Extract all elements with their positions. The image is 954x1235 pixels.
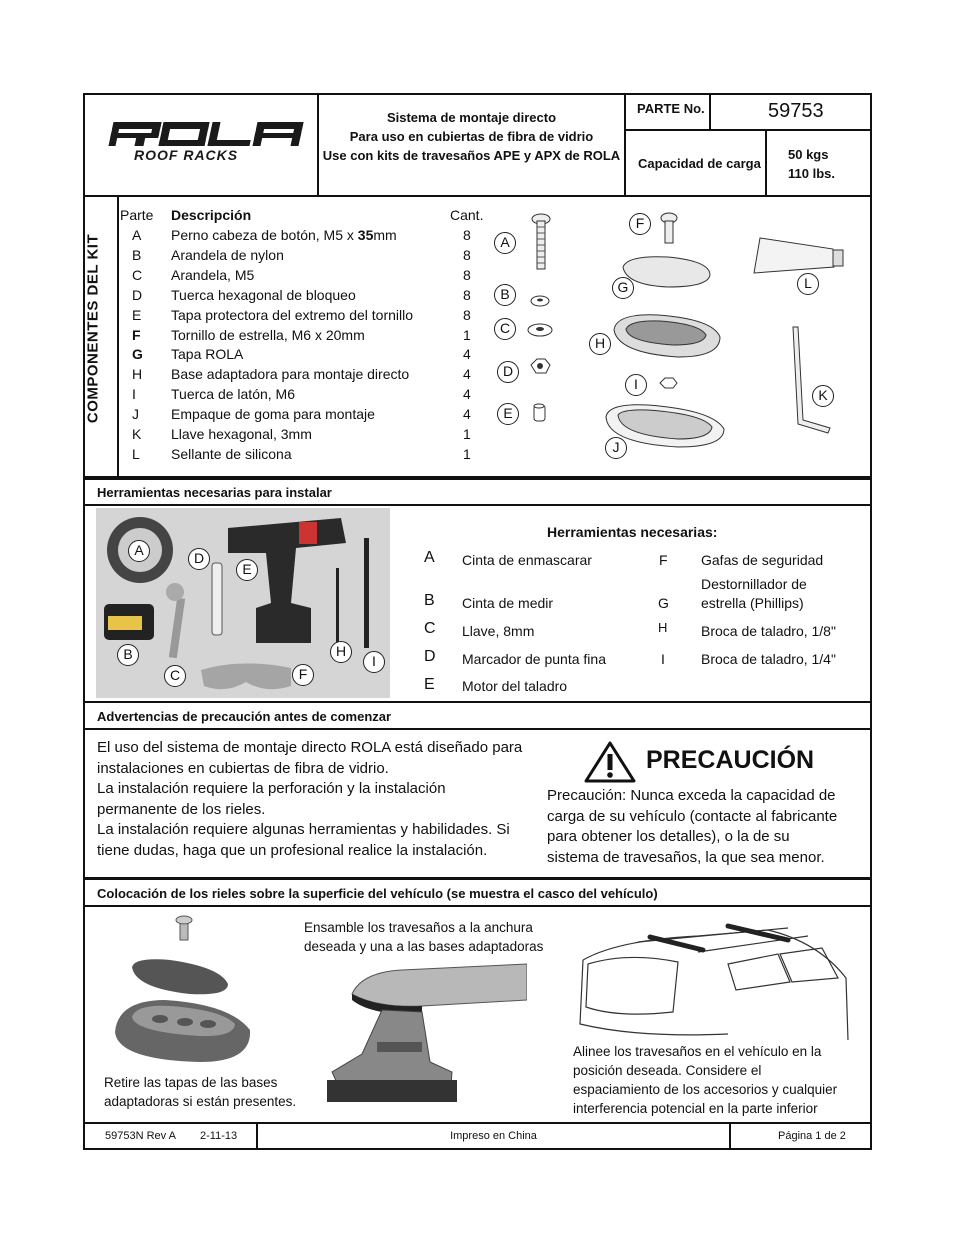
kit-header-qty: Cant. [450, 207, 484, 223]
kit-item-qty: 8 [463, 246, 471, 263]
tool-label-g-line1: Destornillador de [701, 576, 807, 592]
diagram-label-g: G [612, 277, 634, 299]
tool-label-b: Cinta de medir [462, 595, 554, 611]
diagram-label-i: I [625, 374, 647, 396]
kit-item-part: C [132, 266, 143, 283]
product-description: Sistema de montaje directo Para uso en cubiertas de fibra de vidrio Use con kits de travesaños APE y APX de ROLA [322, 110, 621, 163]
parts-diagram [488, 205, 868, 470]
warnings-section-title: Advertencias de precaución antes de comenzar [97, 709, 392, 724]
caution-title: PRECAUCIÓN [646, 746, 815, 774]
tool-key-h: H [658, 620, 668, 635]
diagram-label-k: K [812, 385, 834, 407]
kit-item-qty: 4 [463, 406, 471, 423]
tool-label-a: Cinta de enmascarar [462, 552, 592, 568]
kit-item-qty: 8 [463, 306, 471, 323]
kit-item-qty: 1 [463, 426, 471, 442]
diagram-label-h: H [589, 333, 611, 355]
logo-subtitle: ROOF RACKS [134, 147, 239, 163]
kit-item-description: Tornillo de estrella, M6 x 20mm [171, 326, 365, 343]
tool-label-c: Llave, 8mm [462, 623, 535, 639]
tool-photo-label-e: E [236, 559, 258, 581]
tool-key-d: D [424, 648, 436, 665]
step1-text: Retire las tapas de las bases adaptadoras si están presentes. [104, 1075, 297, 1109]
tool-key-a: A [424, 549, 435, 566]
tool-key-c: C [424, 620, 436, 637]
kit-side-label: COMPONENTES DEL KIT [84, 233, 102, 424]
footer-date: 2-11-13 [200, 1130, 238, 1142]
diagram-label-d: D [497, 361, 519, 383]
kit-item-part: L [132, 445, 140, 462]
kit-item-qty: 1 [463, 326, 471, 343]
capacity-label: Capacidad de carga [638, 156, 761, 171]
footer-printed: Impreso en China [450, 1130, 537, 1142]
kit-item-description: Tuerca hexagonal de bloqueo [171, 286, 356, 303]
kit-item-qty: 4 [463, 386, 471, 403]
kit-item-part: J [132, 406, 139, 423]
tool-photo-label-c: C [164, 665, 186, 687]
tool-photo-label-b: B [117, 644, 139, 666]
kit-item-description: Tuerca de latón, M6 [171, 386, 295, 403]
tool-photo-label-d: D [188, 548, 210, 570]
tool-label-f: Gafas de seguridad [701, 552, 824, 568]
footer-page: Página 1 de 2 [778, 1130, 846, 1142]
step2-text: Ensamble los travesaños a la anchura deseada y una a las bases adaptadoras [304, 920, 544, 954]
rola-logo [104, 120, 308, 166]
kit-item-description: Tapa ROLA [171, 346, 244, 363]
tool-key-g: G [658, 595, 669, 611]
diagram-label-c: C [494, 318, 516, 340]
diagram-label-f: F [629, 213, 651, 235]
tool-label-e: Motor del taladro [462, 678, 568, 694]
kit-item-qty: 4 [463, 366, 471, 383]
bolt-icon [532, 214, 550, 269]
tool-photo-label-f: F [292, 664, 314, 686]
kit-item-description: Sellante de silicona [171, 445, 292, 462]
part-number-value: 59753 [768, 100, 824, 122]
tool-photo-label-h: H [330, 641, 352, 663]
kit-item-part: D [132, 286, 143, 303]
diagram-label-j: J [605, 437, 627, 459]
kit-item-qty: 8 [463, 286, 471, 303]
kit-item-qty: 8 [463, 227, 471, 243]
step3-text: Alinee los travesaños en el vehículo en la posición deseada. Considere el espaciamiento de los accesorios y cualquier interferencia potencial en la parte inferior [573, 1044, 838, 1116]
kit-item-description: Llave hexagonal, 3mm [171, 426, 312, 442]
vehicle-illustration [578, 912, 858, 1042]
tool-key-f: F [659, 552, 668, 568]
tool-key-i: I [661, 651, 665, 667]
kit-item-part: H [132, 366, 143, 383]
kit-item-description: Base adaptadora para montaje directo [171, 366, 410, 383]
kit-item-part: B [132, 246, 142, 263]
footer-doc-id: 59753N Rev A [105, 1130, 176, 1142]
caution-text: Precaución: Nunca exceda la capacidad de carga de su vehículo (contacte al fabricante para obtener los detalles), o la de su sistema de travesaños, la que sea menor. [547, 787, 838, 866]
kit-item-qty: 4 [463, 346, 471, 363]
kit-item-description: Tapa protectora del extremo del tornillo [171, 306, 414, 323]
warning-triangle-icon [584, 740, 636, 784]
kit-item-part: I [132, 386, 136, 403]
base-cap-removal-illustration [110, 912, 270, 1072]
kit-item-part: E [132, 306, 142, 323]
capacity-lbs: 110 lbs. [788, 166, 835, 181]
diagram-label-e: E [497, 403, 519, 425]
part-number-label: PARTE No. [637, 101, 705, 116]
tool-key-b: B [424, 592, 435, 609]
kit-item-part: A [132, 227, 142, 243]
kit-item-part: F [132, 326, 141, 343]
tool-label-d: Marcador de punta fina [462, 651, 606, 667]
placement-section-title: Colocación de los rieles sobre la superficie del vehículo (se muestra el casco del vehículo) [97, 886, 658, 901]
kit-item-qty: 8 [463, 266, 471, 283]
crossbar-assembly-illustration [322, 962, 527, 1112]
kit-item-description: Arandela, M5 [171, 266, 255, 283]
kit-item-part: K [132, 426, 142, 442]
kit-item-description: Empaque de goma para montaje [171, 406, 375, 423]
kit-header-desc: Descripción [171, 207, 252, 223]
kit-item-part: G [132, 346, 143, 363]
diagram-label-l: L [797, 273, 819, 295]
tool-label-g-line2: estrella (Phillips) [701, 595, 804, 611]
tools-photo [96, 508, 390, 698]
kit-header-part: Parte [120, 207, 154, 223]
tool-photo-label-i: I [363, 651, 385, 673]
tools-list-title: Herramientas necesarias: [547, 524, 718, 540]
diagram-label-b: B [494, 284, 516, 306]
tool-key-e: E [424, 676, 435, 693]
kit-item-qty: 1 [463, 445, 471, 462]
capacity-kg: 50 kgs [788, 147, 829, 162]
tool-label-h: Broca de taladro, 1/8" [701, 623, 836, 639]
warnings-text: El uso del sistema de montaje directo ROLA está diseñado para instalaciones en cubiertas de fibra de vidrio. La instalación requiere la perforación y la instalación permanente de los rieles. La instalación requiere algunas herramientas y habilidades. Si tiene dudas, haga que un profesional realice la instalación. [97, 739, 523, 859]
tool-label-i: Broca de taladro, 1/4" [701, 651, 836, 667]
tools-section-title: Herramientas necesarias para instalar [97, 485, 332, 500]
diagram-label-a: A [494, 232, 516, 254]
kit-item-description: Arandela de nylon [171, 246, 284, 263]
tool-photo-label-a: A [128, 540, 150, 562]
kit-item-description: Perno cabeza de botón, M5 x 35mm [171, 227, 397, 243]
